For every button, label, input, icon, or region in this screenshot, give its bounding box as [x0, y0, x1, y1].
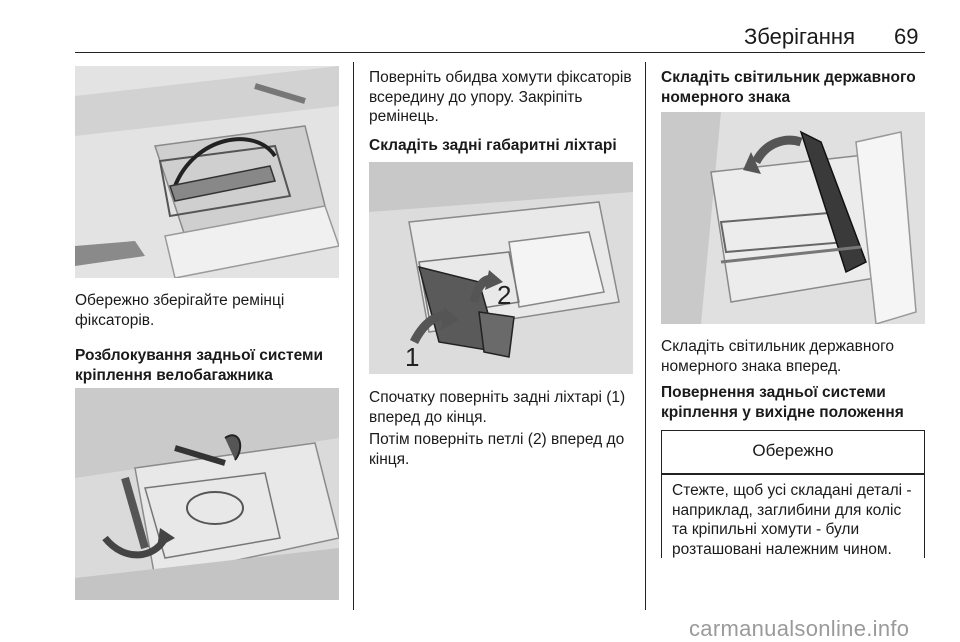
- intro-text: Поверніть обидва хомути фіксаторів всередину до упору. Закріпіть ремінець.: [369, 69, 632, 125]
- warning-title: Обережно: [752, 441, 834, 460]
- illustration-unlock-rack: [75, 388, 339, 600]
- header-rule: [75, 52, 925, 53]
- column-divider-2: [645, 62, 646, 610]
- section-heading-fold-lights: Складіть задні габаритні ліхтарі: [369, 137, 617, 154]
- illustration-license-light: [661, 112, 925, 324]
- page-number: 69: [894, 24, 919, 49]
- illustration-strap-storage: [75, 66, 339, 278]
- callout-1: 1: [405, 342, 420, 372]
- page-header-title: Зберігання: [744, 24, 855, 49]
- section-heading-unlock: Розблокування задньої системи кріплення велобагажника: [75, 347, 323, 384]
- section-heading-license-light: Складіть світильник державного номерного знака: [661, 69, 916, 106]
- step2-text: Потім поверніть петлі (2) вперед до кінця.: [369, 431, 625, 468]
- warning-separator: [662, 473, 924, 475]
- warning-box: [661, 430, 925, 558]
- section-heading-return: Повернення задньої системи кріплення у вихідне положення: [661, 384, 904, 421]
- warning-text: Стежте, щоб усі складані деталі - наприклад, заглибини для коліс та кріпильні хомути - були розташовані належним чином.: [672, 482, 912, 558]
- column-divider-1: [353, 62, 354, 610]
- footer-watermark: carmanualsonline.info: [689, 616, 910, 641]
- caption-license-light: Складіть світильник державного номерного знака вперед.: [661, 338, 895, 375]
- illustration-fold-lights: [369, 162, 633, 374]
- caption-strap-storage: Обережно зберігайте ремінці фіксаторів.: [75, 292, 285, 329]
- step1-text: Спочатку поверніть задні ліхтарі (1) вперед до кінця.: [369, 389, 626, 426]
- callout-2: 2: [497, 280, 512, 310]
